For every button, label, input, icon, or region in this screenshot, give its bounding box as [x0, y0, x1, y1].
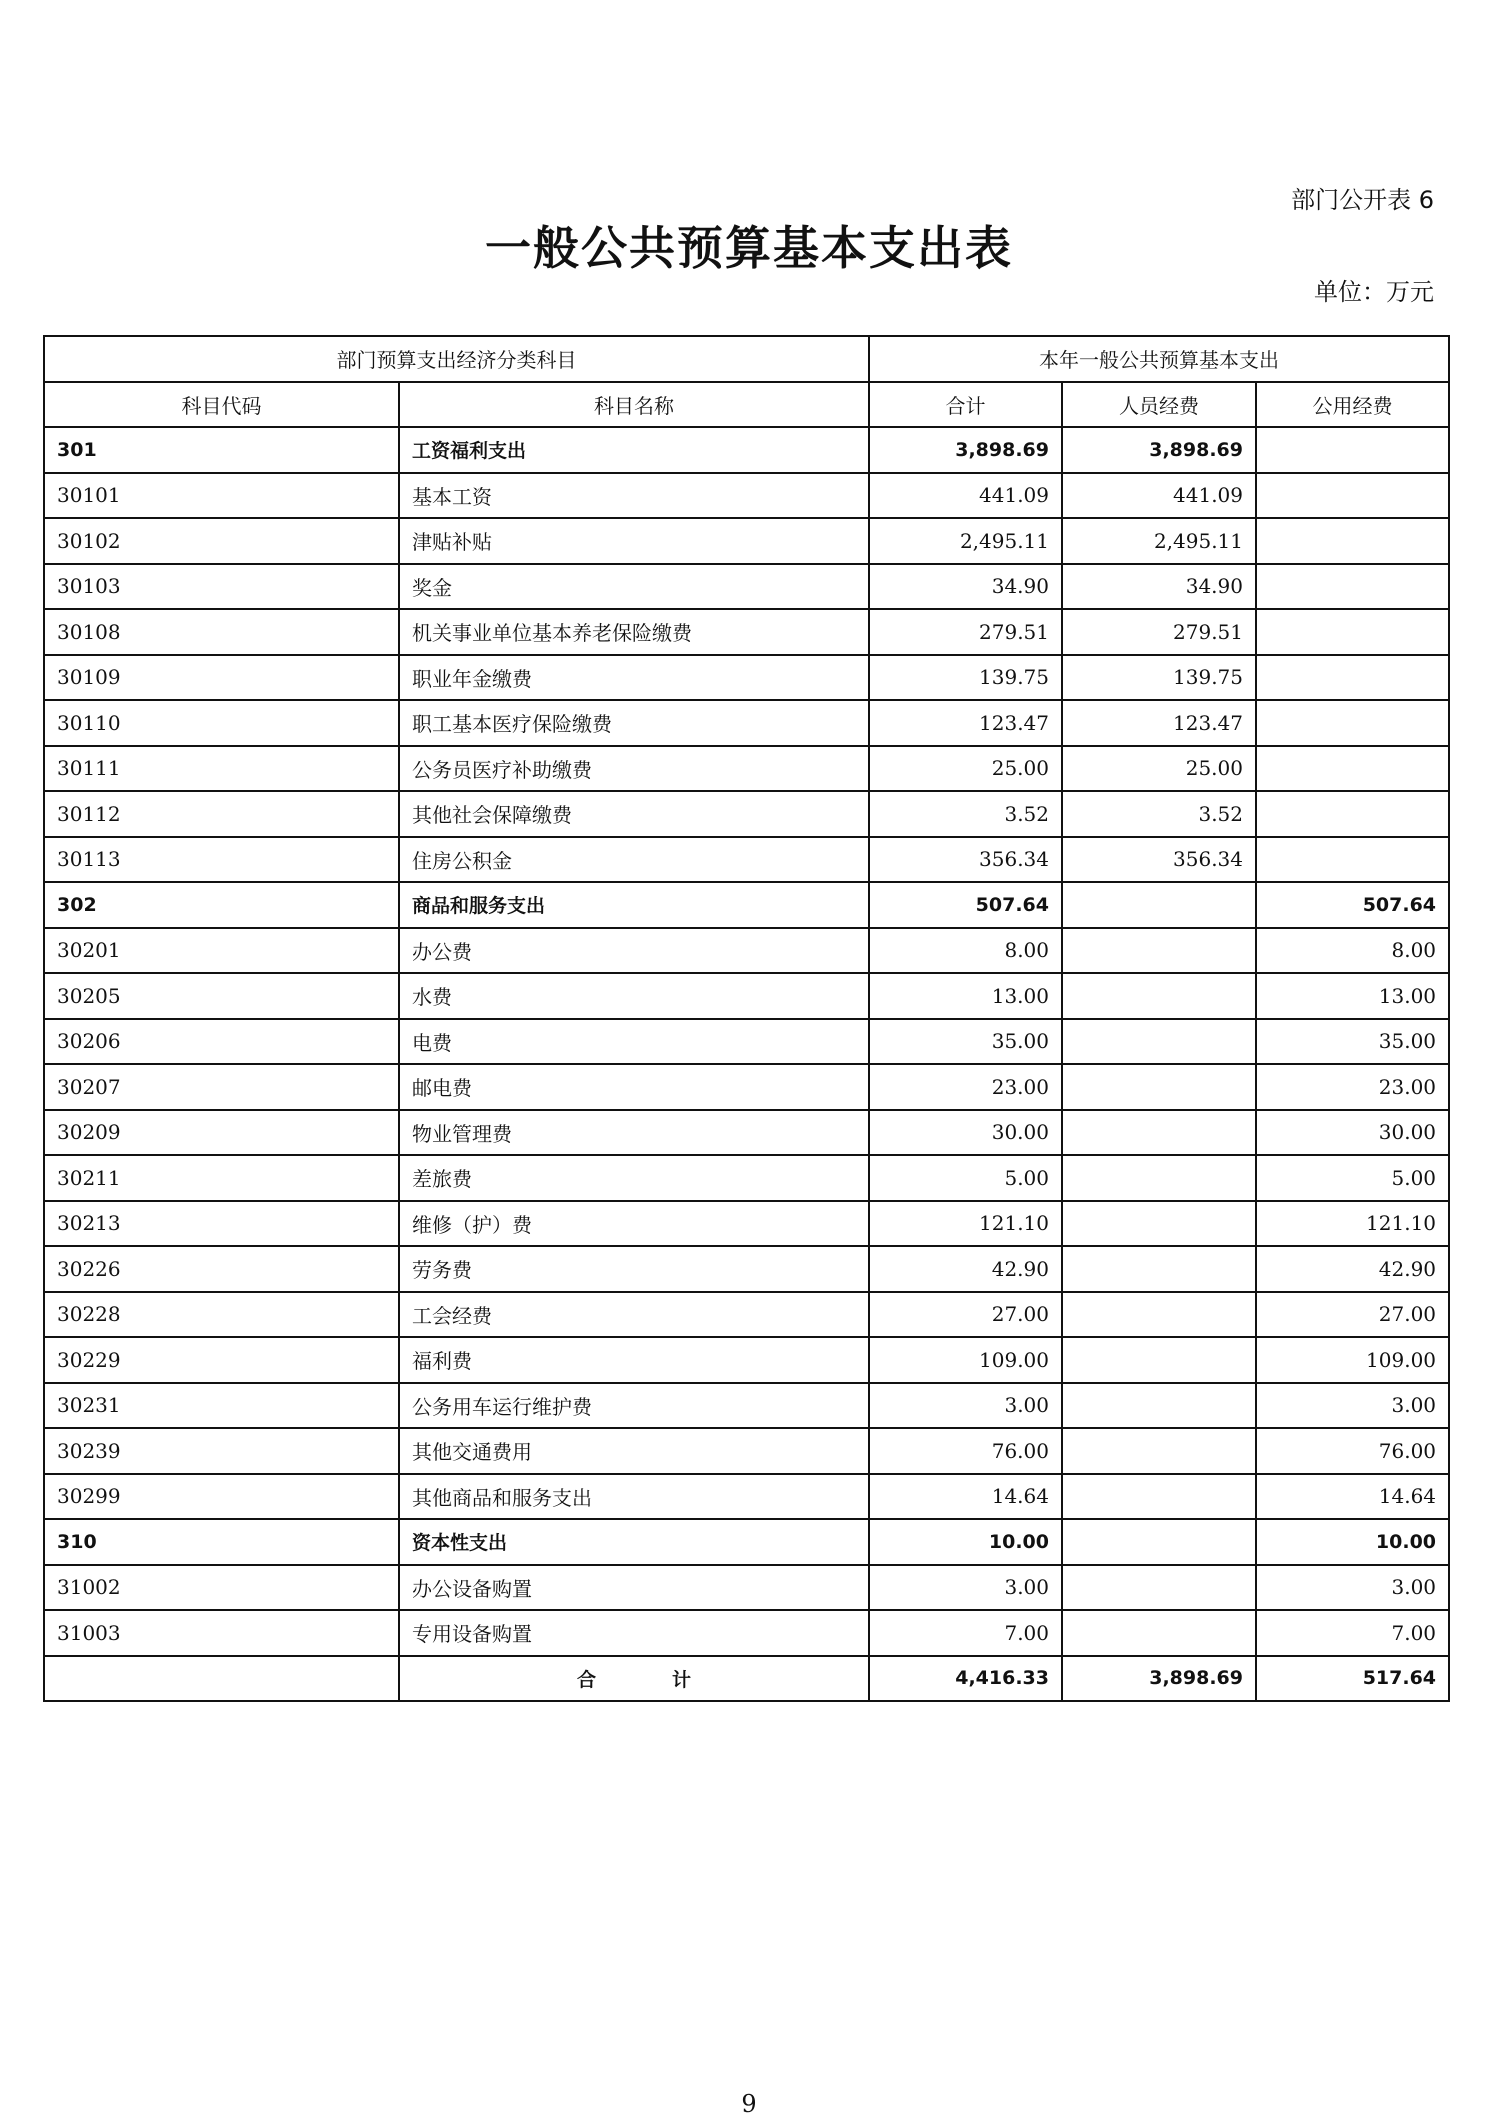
row-code: 30112 [44, 791, 399, 837]
row-public: 109.00 [1256, 1337, 1449, 1383]
table-row [44, 1428, 1449, 1474]
page-title: 一般公共预算基本支出表 [485, 221, 1013, 275]
row-public [1256, 564, 1449, 610]
row-personnel: 34.90 [1062, 564, 1256, 610]
header-code: 科目代码 [44, 382, 399, 428]
row-name: 职业年金缴费 [399, 655, 869, 701]
row-personnel: 279.51 [1062, 609, 1256, 655]
row-code: 30209 [44, 1110, 399, 1156]
table-row [44, 1155, 1449, 1201]
row-public: 14.64 [1256, 1474, 1449, 1520]
row-total: 42.90 [869, 1246, 1062, 1292]
row-personnel [1062, 882, 1256, 928]
row-total: 7.00 [869, 1610, 1062, 1656]
row-public: 30.00 [1256, 1110, 1449, 1156]
table-row [44, 700, 1449, 746]
row-total: 10.00 [869, 1519, 1062, 1565]
row-personnel [1062, 1064, 1256, 1110]
row-total: 5.00 [869, 1155, 1062, 1201]
row-code: 30211 [44, 1155, 399, 1201]
row-public: 35.00 [1256, 1019, 1449, 1065]
row-total: 25.00 [869, 746, 1062, 792]
table-row [44, 1019, 1449, 1065]
row-personnel: 441.09 [1062, 473, 1256, 519]
table-row [44, 1383, 1449, 1429]
row-name: 住房公积金 [399, 837, 869, 883]
table-row [44, 1474, 1449, 1520]
row-personnel: 2,495.11 [1062, 518, 1256, 564]
row-code: 31003 [44, 1610, 399, 1656]
row-total: 2,495.11 [869, 518, 1062, 564]
row-code: 302 [44, 882, 399, 928]
table-row [44, 655, 1449, 701]
header-personnel: 人员经费 [1062, 382, 1256, 428]
row-public: 42.90 [1256, 1246, 1449, 1292]
form-number: 部门公开表 6 [1291, 186, 1434, 214]
row-public [1256, 518, 1449, 564]
row-public: 23.00 [1256, 1064, 1449, 1110]
row-code: 310 [44, 1519, 399, 1565]
table-row [44, 1110, 1449, 1156]
row-personnel: 356.34 [1062, 837, 1256, 883]
header-name: 科目名称 [399, 382, 869, 428]
table-row [44, 882, 1449, 928]
row-code: 30201 [44, 928, 399, 974]
row-name: 水费 [399, 973, 869, 1019]
row-total: 123.47 [869, 700, 1062, 746]
row-code: 301 [44, 427, 399, 473]
row-name: 商品和服务支出 [399, 882, 869, 928]
row-personnel [1062, 1110, 1256, 1156]
table-row [44, 564, 1449, 610]
table-header [44, 336, 1449, 427]
row-total: 3.00 [869, 1565, 1062, 1611]
row-name: 邮电费 [399, 1064, 869, 1110]
row-total: 121.10 [869, 1201, 1062, 1247]
row-public [1256, 791, 1449, 837]
row-code: 30206 [44, 1019, 399, 1065]
row-name: 物业管理费 [399, 1110, 869, 1156]
table-row [44, 746, 1449, 792]
table-row [44, 518, 1449, 564]
table-row [44, 1565, 1449, 1611]
row-name: 专用设备购置 [399, 1610, 869, 1656]
row-code: 30239 [44, 1428, 399, 1474]
row-personnel: 25.00 [1062, 746, 1256, 792]
header-public: 公用经费 [1256, 382, 1449, 428]
row-public [1256, 837, 1449, 883]
page-number: 9 [741, 2090, 757, 2118]
row-public: 27.00 [1256, 1292, 1449, 1338]
row-public: 76.00 [1256, 1428, 1449, 1474]
total-row [44, 1656, 1449, 1702]
row-code: 31002 [44, 1565, 399, 1611]
row-code: 30102 [44, 518, 399, 564]
table-row [44, 609, 1449, 655]
row-public: 5.00 [1256, 1155, 1449, 1201]
row-public: 7.00 [1256, 1610, 1449, 1656]
row-total: 109.00 [869, 1337, 1062, 1383]
row-personnel: 139.75 [1062, 655, 1256, 701]
table-row [44, 973, 1449, 1019]
row-name: 资本性支出 [399, 1519, 869, 1565]
row-public [1256, 700, 1449, 746]
row-code: 30229 [44, 1337, 399, 1383]
row-personnel [1062, 1292, 1256, 1338]
row-code: 30108 [44, 609, 399, 655]
total-row-public: 517.64 [1256, 1656, 1449, 1702]
row-personnel: 123.47 [1062, 700, 1256, 746]
table-row [44, 1519, 1449, 1565]
row-name: 工资福利支出 [399, 427, 869, 473]
row-name: 公务用车运行维护费 [399, 1383, 869, 1429]
row-total: 3.00 [869, 1383, 1062, 1429]
row-name: 其他商品和服务支出 [399, 1474, 869, 1520]
row-personnel [1062, 1519, 1256, 1565]
row-total: 27.00 [869, 1292, 1062, 1338]
row-name: 劳务费 [399, 1246, 869, 1292]
row-total: 279.51 [869, 609, 1062, 655]
table-row [44, 1201, 1449, 1247]
row-personnel [1062, 1565, 1256, 1611]
row-public: 3.00 [1256, 1383, 1449, 1429]
row-name: 维修（护）费 [399, 1201, 869, 1247]
row-total: 34.90 [869, 564, 1062, 610]
row-total: 8.00 [869, 928, 1062, 974]
row-public: 13.00 [1256, 973, 1449, 1019]
row-code: 30110 [44, 700, 399, 746]
row-total: 356.34 [869, 837, 1062, 883]
row-code: 30111 [44, 746, 399, 792]
row-total: 30.00 [869, 1110, 1062, 1156]
row-total: 76.00 [869, 1428, 1062, 1474]
row-personnel [1062, 1019, 1256, 1065]
row-name: 公务员医疗补助缴费 [399, 746, 869, 792]
table-row [44, 791, 1449, 837]
row-personnel [1062, 928, 1256, 974]
row-public: 10.00 [1256, 1519, 1449, 1565]
row-personnel [1062, 1428, 1256, 1474]
header-group-basic-expenditure: 本年一般公共预算基本支出 [869, 336, 1449, 382]
row-code: 30226 [44, 1246, 399, 1292]
row-personnel [1062, 1201, 1256, 1247]
row-name: 电费 [399, 1019, 869, 1065]
total-row-code [44, 1656, 399, 1702]
header-column-row [44, 382, 1449, 428]
table-row [44, 1610, 1449, 1656]
row-personnel [1062, 1155, 1256, 1201]
row-name: 机关事业单位基本养老保险缴费 [399, 609, 869, 655]
row-public: 507.64 [1256, 882, 1449, 928]
row-code: 30207 [44, 1064, 399, 1110]
table-row [44, 837, 1449, 883]
row-total: 13.00 [869, 973, 1062, 1019]
table-row [44, 928, 1449, 974]
row-name: 津贴补贴 [399, 518, 869, 564]
row-personnel [1062, 1610, 1256, 1656]
row-total: 3.52 [869, 791, 1062, 837]
header-group-economic-classification: 部门预算支出经济分类科目 [44, 336, 869, 382]
row-public [1256, 473, 1449, 519]
row-code: 30109 [44, 655, 399, 701]
row-code: 30231 [44, 1383, 399, 1429]
row-name: 奖金 [399, 564, 869, 610]
row-public [1256, 427, 1449, 473]
row-name: 办公费 [399, 928, 869, 974]
row-public: 8.00 [1256, 928, 1449, 974]
row-code: 30103 [44, 564, 399, 610]
header-total: 合计 [869, 382, 1062, 428]
row-name: 工会经费 [399, 1292, 869, 1338]
row-total: 441.09 [869, 473, 1062, 519]
row-public: 3.00 [1256, 1565, 1449, 1611]
row-code: 30113 [44, 837, 399, 883]
row-personnel [1062, 973, 1256, 1019]
row-name: 福利费 [399, 1337, 869, 1383]
row-personnel: 3,898.69 [1062, 427, 1256, 473]
row-total: 35.00 [869, 1019, 1062, 1065]
row-code: 30101 [44, 473, 399, 519]
row-name: 其他社会保障缴费 [399, 791, 869, 837]
table-row [44, 1337, 1449, 1383]
total-row-label: 合 计 [399, 1656, 869, 1702]
row-name: 其他交通费用 [399, 1428, 869, 1474]
row-total: 3,898.69 [869, 427, 1062, 473]
row-total: 507.64 [869, 882, 1062, 928]
row-code: 30205 [44, 973, 399, 1019]
row-code: 30213 [44, 1201, 399, 1247]
row-name: 差旅费 [399, 1155, 869, 1201]
row-code: 30299 [44, 1474, 399, 1520]
table-row [44, 1246, 1449, 1292]
row-name: 基本工资 [399, 473, 869, 519]
row-public [1256, 609, 1449, 655]
unit-label: 单位：万元 [1314, 278, 1434, 306]
row-personnel [1062, 1383, 1256, 1429]
table-row [44, 427, 1449, 473]
row-name: 职工基本医疗保险缴费 [399, 700, 869, 746]
budget-table [43, 335, 1450, 1702]
table-row [44, 473, 1449, 519]
row-total: 23.00 [869, 1064, 1062, 1110]
total-row-total: 4,416.33 [869, 1656, 1062, 1702]
total-row-personnel: 3,898.69 [1062, 1656, 1256, 1702]
table-row [44, 1292, 1449, 1338]
row-total: 14.64 [869, 1474, 1062, 1520]
table-body [44, 427, 1449, 1656]
row-name: 办公设备购置 [399, 1565, 869, 1611]
row-personnel [1062, 1246, 1256, 1292]
row-public [1256, 746, 1449, 792]
row-personnel [1062, 1474, 1256, 1520]
table-row [44, 1064, 1449, 1110]
row-personnel [1062, 1337, 1256, 1383]
header-group-row [44, 336, 1449, 382]
row-total: 139.75 [869, 655, 1062, 701]
row-public [1256, 655, 1449, 701]
row-personnel: 3.52 [1062, 791, 1256, 837]
row-public: 121.10 [1256, 1201, 1449, 1247]
row-code: 30228 [44, 1292, 399, 1338]
